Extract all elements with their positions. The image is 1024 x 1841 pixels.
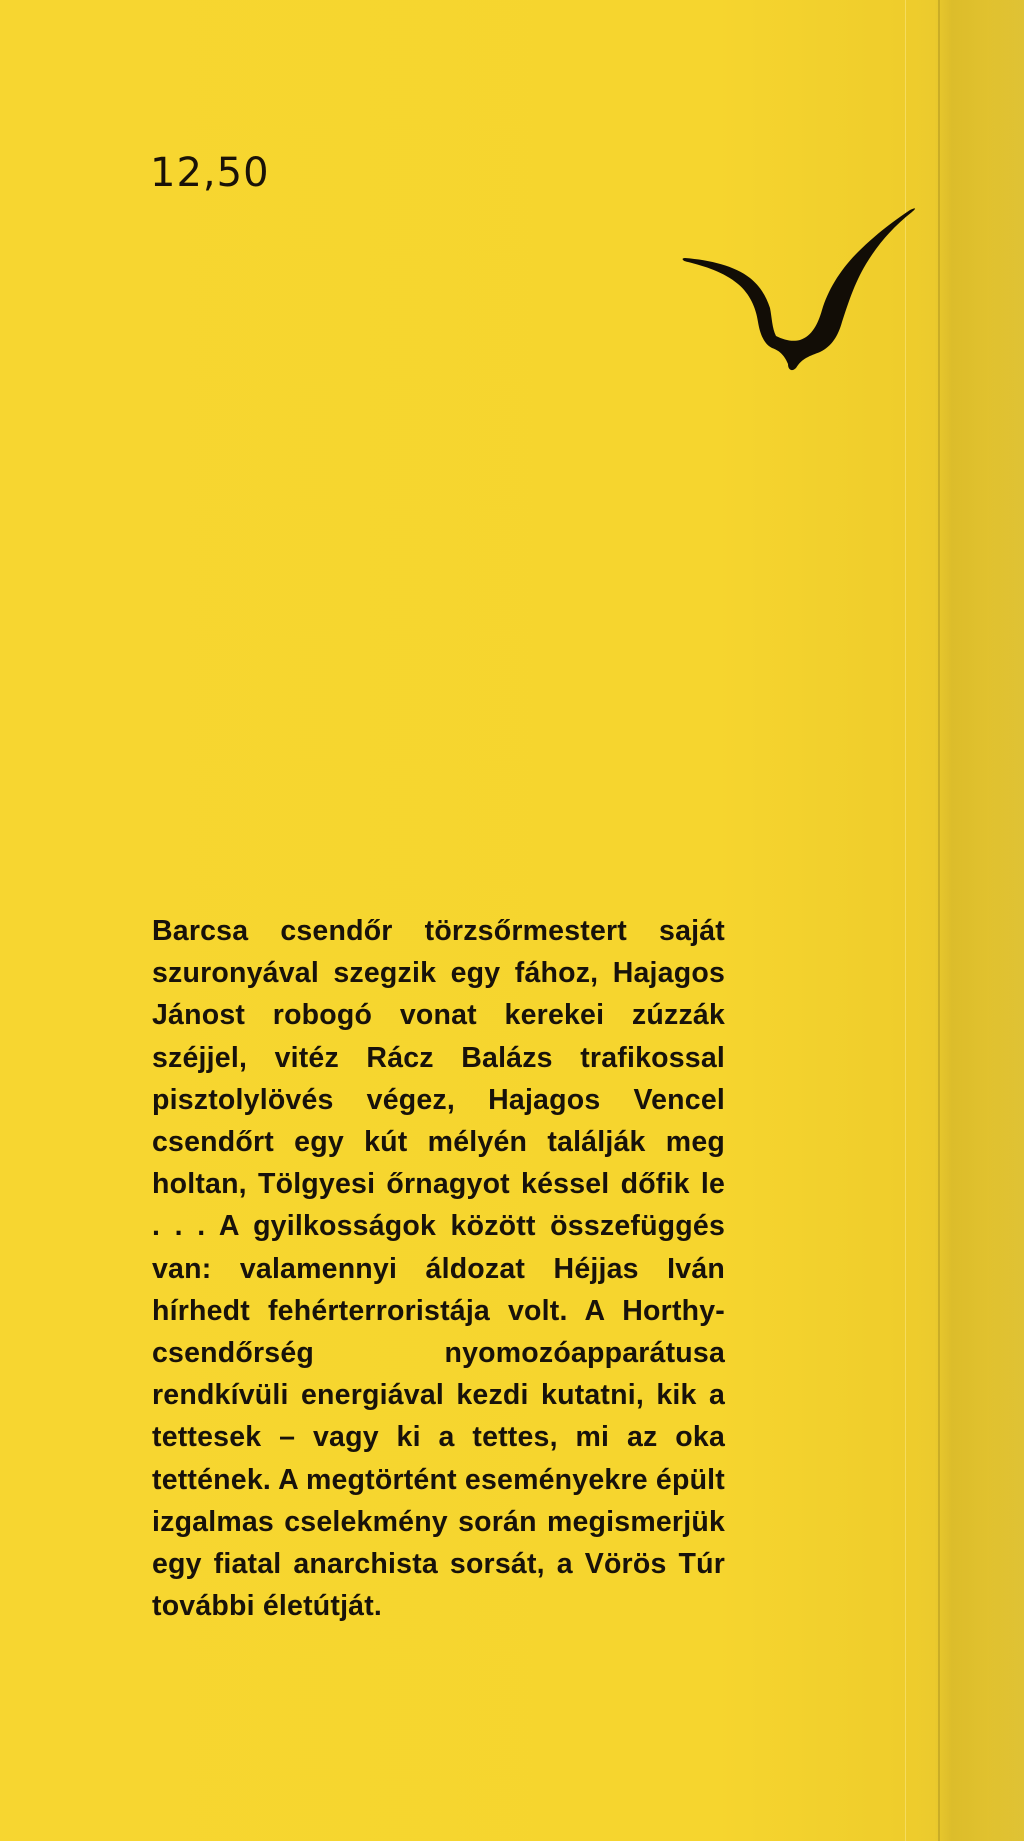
spine-fold (938, 0, 940, 1841)
flying-bird-icon (680, 200, 920, 380)
blurb-text: Barcsa csendőr törzsőrmestert saját szuronyával szegzik egy fához, Hajagos Jánost robogó vonat kerekei zúzzák széjjel, vitéz Rácz Balázs trafikossal pisztolylövés végez, Hajagos Vencel csendőrt egy kút mélyén találják meg holtan, Tölgyesi őrnagyot késsel dőfik le . . . A gyilkosságok között összefüggés van: valamennyi áldozat Héjjas Iván hírhedt fehérterroristája volt. A Horthy-csendőrség nyomozóapparátusa rendkívüli energiával kezdi kutatni, kik a tettesek – vagy ki a tettes, mi az oka tettének. A megtörtént eseményekre épült izgalmas cselekmény során megismerjük egy fiatal anarchista sorsát, a Vörös Túr további életútját. (152, 915, 725, 1623)
bird-silhouette (683, 208, 915, 370)
spine-shadow (934, 0, 1024, 1841)
price-label: 12,50 (150, 150, 270, 196)
